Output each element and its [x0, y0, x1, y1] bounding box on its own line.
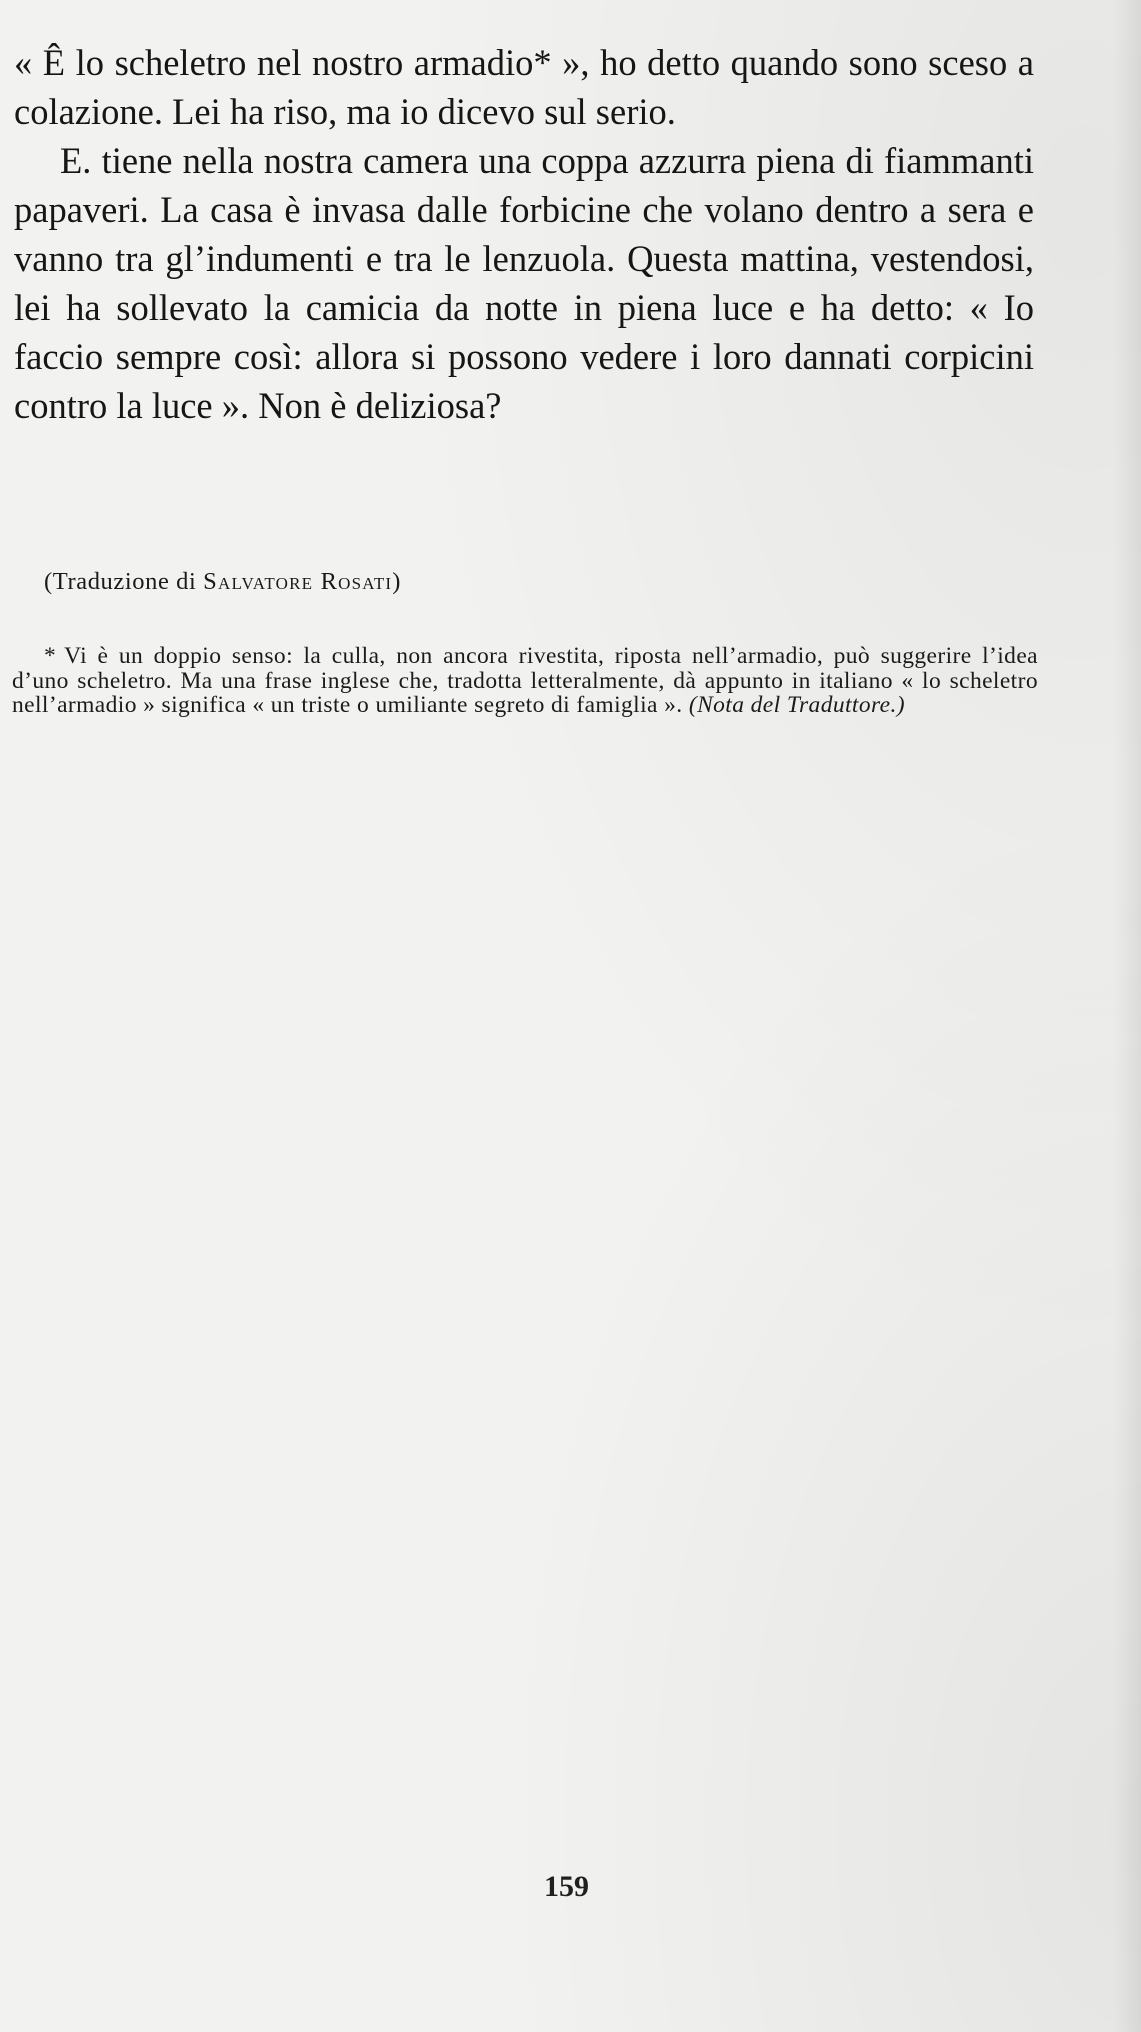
translator-note: (Nota del Traduttore.) — [688, 692, 906, 718]
page-number: 159 — [544, 1870, 589, 1903]
translator-name: Salvatore Rosati — [203, 568, 393, 595]
paragraph-2: E. tiene nella nostra camera una coppa azzurra piena di fiammanti papaveri. La casa è invasa dalle forbicine che volano dentro a sera e vanno tra gl’indumenti e tra le lenzuola. Questa mattina, vestendosi, lei ha sollevato la camicia da notte in piena luce e ha detto: « Io faccio sempre così: allora si possono vedere i loro dannati corpicini contro la luce ». Non è deliziosa? — [14, 140, 1034, 426]
page-edge-shadow — [1113, 0, 1141, 2032]
footnote-text: Vi è un doppio senso: la culla, non ancora rivestita, riposta nell’armadio, può suggerire l’idea d’uno scheletro. Ma una frase inglese che, tradotta letteralmente, dà appunto in italiano « lo scheletro nell’armadio » significa « un triste o umiliante segreto di famiglia ». — [12, 643, 1038, 718]
translation-credit — [44, 566, 944, 598]
footnote — [12, 644, 1038, 718]
translation-suffix: ) — [392, 568, 402, 595]
footnote-marker: * — [44, 643, 57, 669]
paragraph-1: « Ê lo scheletro nel nostro armadio* », ho detto quando sono sceso a colazione. Lei ha riso, ma io dicevo sul serio. — [14, 42, 1034, 132]
body-text — [14, 38, 1034, 430]
translation-prefix: (Traduzione di — [44, 568, 204, 595]
